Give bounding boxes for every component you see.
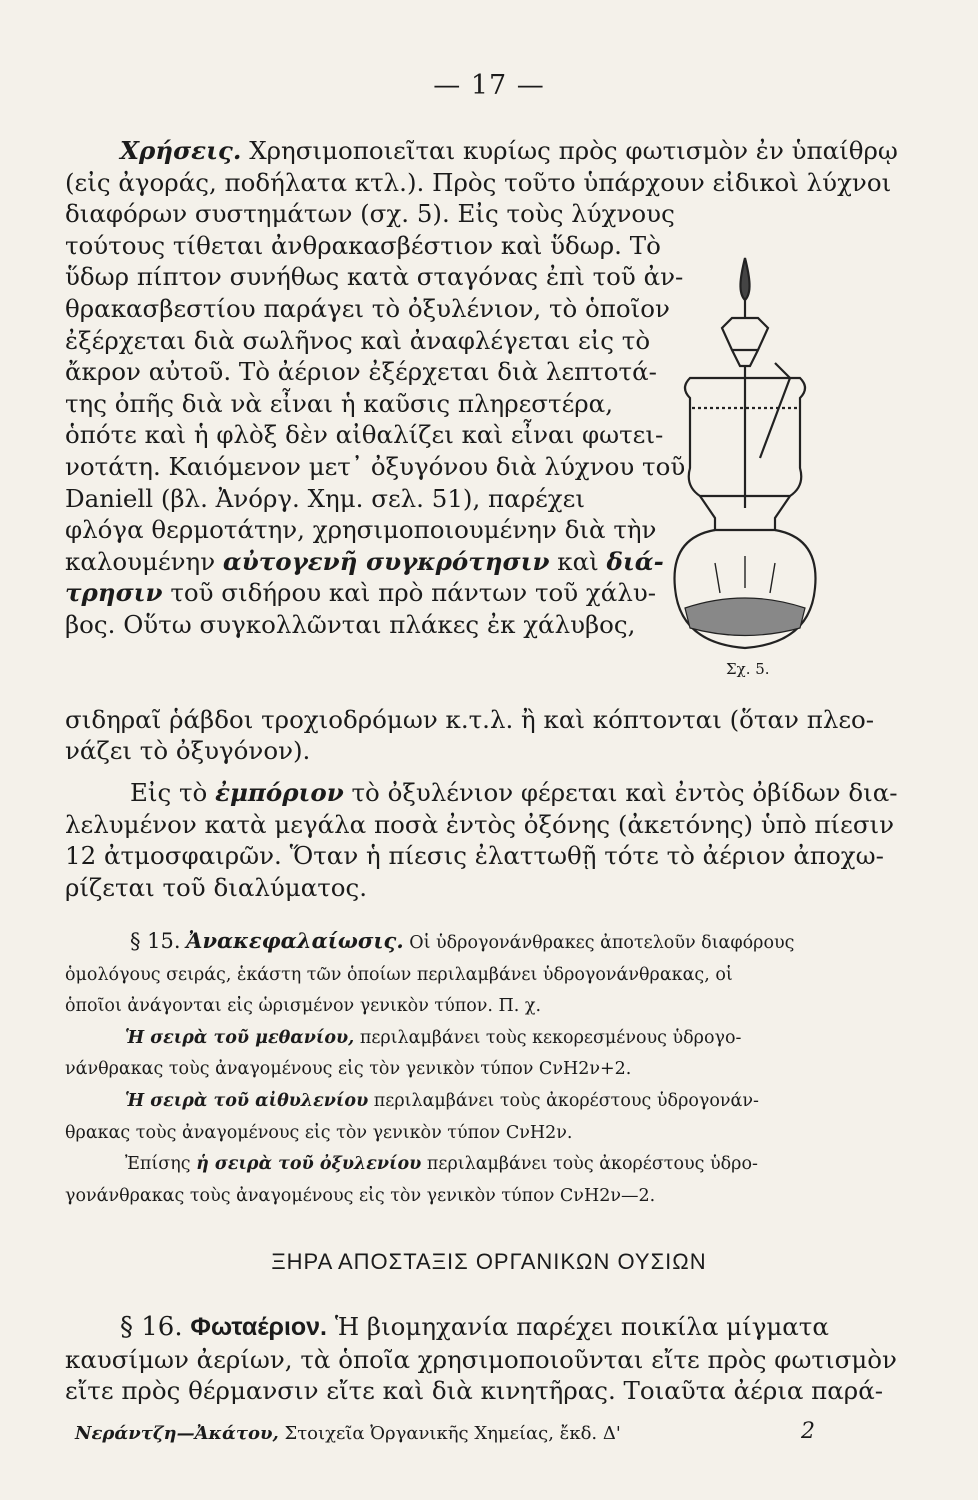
sec15-acetylene-2: γονάνθρακας τοὺς ἀναγομένους εἰς τὸν γενικὸν τύπον CνH2ν—2. bbox=[65, 1185, 656, 1206]
section-16 bbox=[65, 1311, 897, 1407]
uses-line-11: νοτάτη. Καιόμενον μετ᾽ ὀξυγόνου διὰ λύχνου τοῦ bbox=[65, 451, 686, 481]
term-methane-series: Ἡ σειρὰ τοῦ μεθανίου, bbox=[125, 1027, 355, 1048]
uses-body bbox=[65, 167, 892, 199]
uses-line-14 bbox=[65, 546, 664, 578]
footer bbox=[75, 1419, 815, 1444]
term-trade: ἐμπόριον bbox=[215, 778, 344, 807]
term-ethylene-series: Ἡ σειρὰ τοῦ αἰθυλενίου bbox=[125, 1090, 369, 1111]
uses-line-15-text: τοῦ σιδήρου καὶ πρὸ πάντων τοῦ χάλυ- bbox=[170, 578, 657, 608]
term-cutting-a: διά- bbox=[606, 546, 664, 576]
uses-line-3: διαφόρων συστημάτων (σχ. 5). Εἰς τοὺς λύχνους bbox=[65, 199, 675, 229]
page-number: — 17 — bbox=[433, 70, 545, 101]
sec15-line-1 bbox=[65, 925, 845, 960]
sec15-ethylene-2: θρακας τοὺς ἀναγομένους εἰς τὸν γενικὸν τύπον CνH2ν. bbox=[65, 1122, 573, 1143]
trade-line-4: ρίζεται τοῦ διαλύματος. bbox=[65, 872, 368, 902]
sec15-acetylene-text: περιλαμβάνει τοὺς ἀκορέστους ὑδρο- bbox=[426, 1154, 758, 1175]
sec16-line-1-text: Ἡ βιομηχανία παρέχει ποικίλα μίγματα bbox=[334, 1312, 829, 1341]
sec15-acetylene-pre: Ἐπίσης bbox=[125, 1154, 191, 1175]
sec15-number: § 15. bbox=[130, 929, 181, 953]
uses-lead: Χρήσεις. bbox=[120, 136, 242, 165]
sec15-line-1-text: Οἱ ὑδρογονάνθρακες ἀποτελοῦν διαφόρους bbox=[409, 933, 795, 953]
sec15-acetylene bbox=[65, 1149, 845, 1181]
sec16-line-3: εἴτε πρὸς θέρμανσιν εἴτε καὶ διὰ κινητῆρας. Τοιαῦτα ἀέρια παρά- bbox=[65, 1376, 884, 1406]
uses-line-2: (εἰς ἀγοράς, ποδήλατα κτλ.). Πρὸς τοῦτο ὑπάρχουν εἰδικοὶ λύχνοι bbox=[65, 167, 892, 197]
sec16-line-1 bbox=[65, 1311, 845, 1344]
footer-authors: Νεράντζη—Ἀκάτου, bbox=[75, 1423, 279, 1444]
trade-line-2: λελυμένον κατὰ μεγάλα ποσὰ ἐντὸς ὀξόνης (ἀκετόνης) ὑπὸ πίεσιν bbox=[65, 809, 895, 839]
uses-line-15 bbox=[65, 577, 655, 609]
footer-book: Στοιχεῖα Ὀργανικῆς Χημείας, ἔκδ. Δ' bbox=[284, 1423, 621, 1444]
trade-line-3: 12 ἀτμοσφαιρῶν. Ὅταν ἡ πίεσις ἐλαττωθῇ τότε τὸ ἀέριον ἀποχω- bbox=[65, 841, 884, 871]
uses-line-18: νάζει τὸ ὀξυγόνον). bbox=[65, 736, 311, 766]
uses-line-9: της ὀπῆς διὰ νὰ εἶναι ἡ καῦσις πληρεστέρα, bbox=[65, 388, 613, 418]
uses-line-7: ἐξέρχεται διὰ σωλῆνος καὶ ἀναφλέγεται εἰς τὸ bbox=[65, 325, 651, 355]
uses-line-12: Daniell (βλ. Ἀνόργ. Χημ. σελ. 51), παρέχει bbox=[65, 483, 585, 513]
sec15-methane-text: περιλαμβάνει τοὺς κεκορεσμένους ὑδρογο- bbox=[359, 1027, 742, 1048]
trade-paragraph bbox=[65, 777, 898, 903]
uses-line-6: θρακασβεστίου παράγει τὸ ὀξυλένιον, τὸ ὁποῖον bbox=[65, 293, 670, 323]
signature-mark: 2 bbox=[801, 1419, 815, 1444]
uses-body-narrow bbox=[65, 198, 686, 640]
uses-line-5: ὕδωρ πίπτον συνήθως κατὰ σταγόνας ἐπὶ τοῦ ἀν- bbox=[65, 262, 684, 292]
gas-arrows bbox=[715, 556, 775, 593]
uses-line-4: τούτους τίθεται ἀνθρακασβέστιον καὶ ὕδωρ. Τὸ bbox=[65, 230, 661, 260]
sec16-line-2: καυσίμων ἀερίων, τὰ ὁποῖα χρησιμοποιοῦνται εἴτε πρὸς φωτισμὸν bbox=[65, 1344, 897, 1374]
uses-line-17: σιδηραῖ ῥάβδοι τροχιοδρόμων κ.τ.λ. ἢ καὶ κόπτονται (ὅταν πλεο- bbox=[65, 704, 875, 734]
uses-line-13: φλόγα θερμοτάτην, χρησιμοποιουμένην διὰ τὴν bbox=[65, 515, 657, 545]
burner-head bbox=[722, 318, 768, 366]
term-acetylene-series: ἡ σειρὰ τοῦ ὀξυλενίου bbox=[196, 1154, 422, 1175]
sec15-title: Ἀνακεφαλαίωσις. bbox=[186, 928, 404, 953]
acetylene-lamp-figure bbox=[660, 238, 830, 678]
sec15-ethylene bbox=[65, 1086, 845, 1118]
sec15-methane bbox=[65, 1023, 845, 1055]
sec15-ethylene-text: περιλαμβάνει τοὺς ἀκορέστους ὑδρογονάν- bbox=[373, 1090, 759, 1111]
uses-line-10: ὁπότε καὶ ἡ φλὸξ δὲν αἰθαλίζει καὶ εἶναι φωτει- bbox=[65, 420, 664, 450]
sec15-line-2: ὁμολόγους σειράς, ἑκάστη τῶν ὁποίων περιλαμβάνει ὑδρογονάνθρακας, οἱ bbox=[65, 964, 733, 985]
figure-caption: Σχ. 5. bbox=[726, 660, 770, 678]
uses-body-wide bbox=[65, 704, 875, 767]
trade-line-1 bbox=[65, 777, 898, 809]
uses-line-14-pre: καλουμένην bbox=[65, 546, 216, 576]
sec15-methane-2: νάνθρακας τοὺς ἀναγομένους εἰς τὸν γενικὸν τύπον CνH2ν+2. bbox=[65, 1059, 632, 1080]
uses-line-1 bbox=[120, 135, 898, 167]
term-cutting-b: τρησιν bbox=[65, 578, 163, 608]
section-15 bbox=[65, 925, 845, 1212]
sec15-line-3: ὁποῖοι ἀνάγονται εἰς ὡρισμένον γενικὸν τύπον. Π. χ. bbox=[65, 996, 542, 1017]
carbide-lumps bbox=[685, 598, 805, 636]
trade-line-1-text: τὸ ὀξυλένιον φέρεται καὶ ἐντὸς ὀβίδων δια- bbox=[351, 778, 898, 807]
sec16-title: Φωταέριον. bbox=[190, 1313, 328, 1341]
uses-line-16: βος. Οὕτω συγκολλῶνται πλάκες ἐκ χάλυβος, bbox=[65, 609, 636, 639]
chapter-heading: ΞΗΡΑ ΑΠΟΣΤΑΞΙΣ ΟΡΓΑΝΙΚΩΝ ΟΥΣΙΩΝ bbox=[271, 1249, 707, 1274]
uses-line-8: ἄκρον αὐτοῦ. Τὸ ἀέριον ἐξέρχεται διὰ λεπτοτά- bbox=[65, 357, 657, 387]
uses-line-1-text: Χρησιμοποιεῖται κυρίως πρὸς φωτισμὸν ἐν ὑπαίθρῳ bbox=[249, 136, 898, 165]
flame-icon bbox=[740, 258, 749, 300]
sec16-number: § 16. bbox=[120, 1312, 183, 1342]
uses-line-14-mid: καὶ bbox=[557, 546, 599, 576]
term-autogenous-welding: αὐτογενῆ συγκρότησιν bbox=[222, 546, 550, 576]
uses-paragraph bbox=[120, 135, 898, 167]
trade-line-1-pre: Εἰς τὸ bbox=[130, 778, 208, 807]
